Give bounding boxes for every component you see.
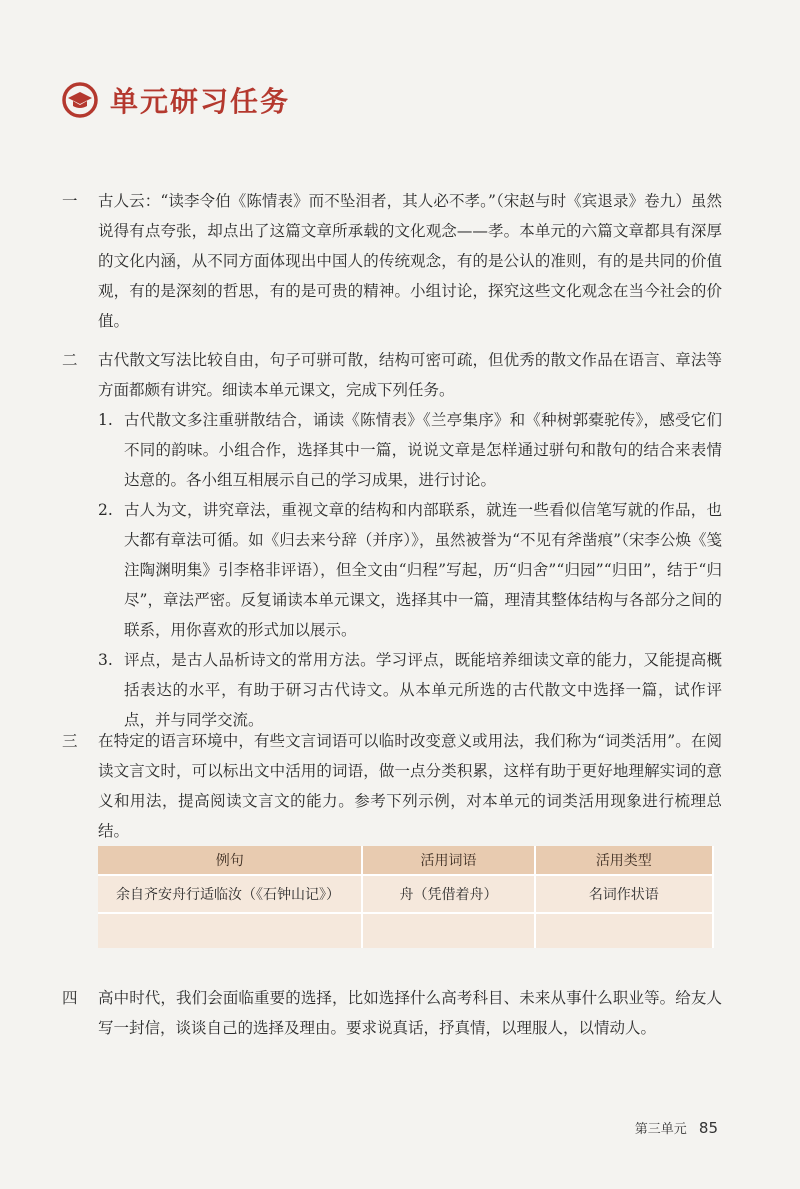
column-header: 活用类型 bbox=[535, 846, 713, 875]
subtask-item bbox=[98, 495, 722, 645]
table-cell bbox=[362, 913, 534, 948]
task-number: 一 bbox=[62, 192, 78, 210]
table-header-row bbox=[98, 846, 713, 875]
table-cell bbox=[98, 913, 362, 948]
subtask-text: 古人为文，讲究章法，重视文章的结构和内部联系，就连一些看似信笔写就的作品，也大都有章法可循。如《归去来兮辞（并序）》，虽然被誉为“不见有斧凿痕”（宋李公焕《笺注陶渊明集》引李格非评语），但全文由“归程”写起，历“归舍”“归园”“归田”，结于“归尽”，章法严密。反复诵读本单元课文，选择其中一篇，理清其整体结构与各部分之间的联系，用你喜欢的形式加以展示。 bbox=[124, 501, 722, 639]
column-header: 例句 bbox=[98, 846, 362, 875]
graduation-cap-icon bbox=[62, 82, 98, 118]
unit-label: 第三单元 bbox=[634, 1122, 687, 1137]
subtask-text: 古代散文多注重骈散结合，诵读《陈情表》《兰亭集序》和《种树郭橐驼传》，感受它们不同的韵味。小组合作，选择其中一篇，说说文章是怎样通过骈句和散句的结合来表情达意的。各小组互相展示自己的学习成果，进行讨论。 bbox=[124, 411, 722, 489]
page-footer bbox=[635, 1118, 718, 1137]
subtask-item bbox=[98, 645, 722, 735]
subtask-item bbox=[98, 405, 722, 495]
section-title: 单元研习任务 bbox=[110, 85, 291, 118]
table-cell bbox=[535, 913, 713, 948]
subtask-number: 1. bbox=[98, 411, 113, 429]
task-text: 古人云：“读李令伯《陈情表》而不坠泪者，其人必不孝。”（宋赵与时《宾退录》卷九）虽然说得有点夸张，却点出了这篇文章所承载的文化观念——孝。本单元的六篇文章都具有深厚的文化内涵，从不同方面体现出中国人的传统观念，有的是公认的准则，有的是共同的价值观，有的是深刻的哲思，有的是可贵的精神。小组讨论，探究这些文化观念在当今社会的价值。 bbox=[98, 192, 722, 330]
task-text: 高中时代，我们会面临重要的选择，比如选择什么高考科目、未来从事什么职业等。给友人写一封信，谈谈自己的选择及理由。要求说真话，抒真情，以理服人，以情动人。 bbox=[98, 989, 722, 1037]
task-number: 四 bbox=[62, 989, 78, 1007]
example-table bbox=[98, 846, 714, 948]
page-number: 85 bbox=[698, 1119, 718, 1137]
task-2 bbox=[62, 345, 722, 735]
subtask-list bbox=[98, 405, 722, 735]
section-header bbox=[62, 80, 290, 120]
table-row bbox=[98, 875, 713, 913]
subtask-text: 评点，是古人品析诗文的常用方法。学习评点，既能培养细读文章的能力，又能提高概括表达的水平，有助于研习古代诗文。从本单元所选的古代散文中选择一篇，试作评点，并与同学交流。 bbox=[124, 651, 722, 729]
task-1 bbox=[62, 186, 722, 336]
task-4 bbox=[62, 983, 722, 1043]
task-text: 在特定的语言环境中，有些文言词语可以临时改变意义或用法，我们称为“词类活用”。在阅读文言文时，可以标出文中活用的词语，做一点分类积累，这样有助于更好地理解实词的意义和用法，提高阅读文言文的能力。参考下列示例，对本单元的词类活用现象进行梳理总结。 bbox=[98, 732, 722, 840]
table-cell: 舟（凭借着舟） bbox=[362, 875, 534, 913]
subtask-number: 3. bbox=[98, 651, 113, 669]
table-cell: 名词作状语 bbox=[535, 875, 713, 913]
task-number: 三 bbox=[62, 732, 78, 750]
table-row bbox=[98, 913, 713, 948]
task-text: 古代散文写法比较自由，句子可骈可散，结构可密可疏，但优秀的散文作品在语言、章法等方面都颇有讲究。细读本单元课文，完成下列任务。 bbox=[98, 351, 722, 399]
table-cell: 余自齐安舟行适临汝（《石钟山记》） bbox=[98, 875, 362, 913]
subtask-number: 2. bbox=[98, 501, 113, 519]
task-3 bbox=[62, 726, 722, 846]
column-header: 活用词语 bbox=[362, 846, 534, 875]
task-number: 二 bbox=[62, 351, 78, 369]
